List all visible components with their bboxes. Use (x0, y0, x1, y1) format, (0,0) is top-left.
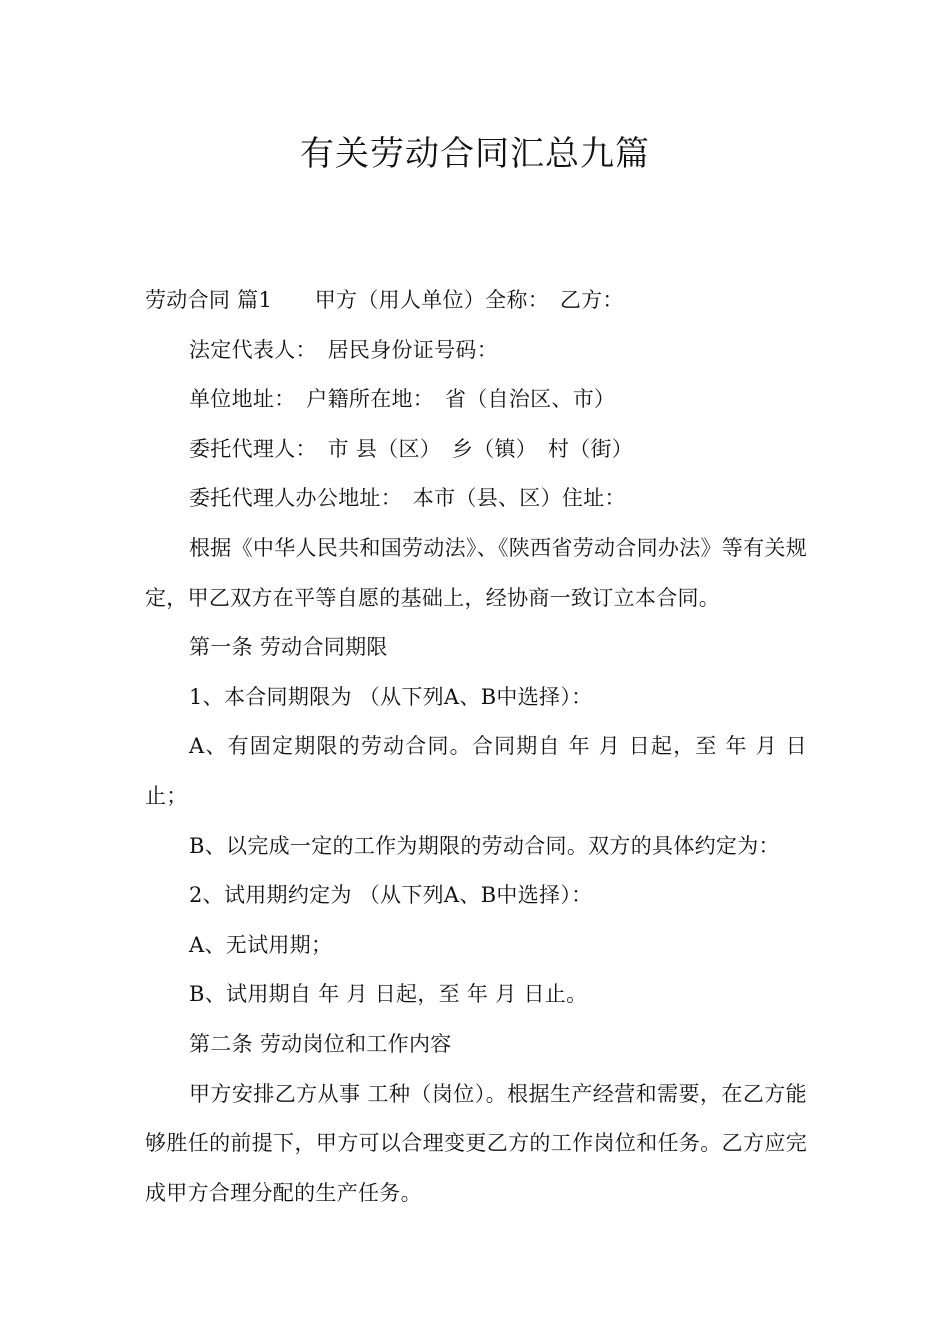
paragraph-legal-basis: 根据《中华人民共和国劳动法》、《陕西省劳动合同办法》等有关规定，甲乙双方在平等自愿的基础上，经协商一致订立本合同。 (145, 535, 807, 610)
paragraph-legal-representative: 法定代表人： 居民身份证号码： (189, 337, 498, 362)
document-body (145, 276, 807, 1218)
paragraph-agent: 委托代理人： 市 县（区） 乡（镇） 村（街） (189, 436, 634, 461)
paragraph-probation-option-a: A、无试用期； (189, 932, 333, 957)
document-title: 有关劳动合同汇总九篇 (300, 134, 650, 174)
paragraph-unit-address: 单位地址： 户籍所在地： 省（自治区、市） (189, 387, 616, 412)
paragraph-job-assignment: 甲方安排乙方从事 工种（岗位）。根据生产经营和需要，在乙方能够胜任的前提下，甲方可以合理变更乙方的工作岗位和任务。乙方应完成甲方合理分配的生产任务。 (145, 1081, 807, 1205)
paragraph-probation-option-b: B、试用期自 年 月 日起，至 年 月 日止。 (189, 982, 588, 1007)
paragraph-term-choice: 1、本合同期限为 （从下列A、B中选择）： (189, 684, 593, 709)
paragraph-option-a-fixed-term: A、有固定期限的劳动合同。合同期自 年 月 日起，至 年 月 日止； (145, 734, 807, 808)
article-1-heading: 第一条 劳动合同期限 (189, 635, 388, 660)
paragraph-header-line: 劳动合同 篇1 甲方（用人单位）全称： 乙方： (145, 288, 624, 312)
paragraph-agent-office-address: 委托代理人办公地址： 本市（县、区）住址： (189, 486, 626, 511)
paragraph-probation-choice: 2、试用期约定为 （从下列A、B中选择）： (189, 883, 593, 908)
paragraph-option-b-task-term: B、以完成一定的工作为期限的劳动合同。双方的具体约定为： (189, 833, 780, 858)
article-2-heading: 第二条 劳动岗位和工作内容 (189, 1031, 452, 1056)
